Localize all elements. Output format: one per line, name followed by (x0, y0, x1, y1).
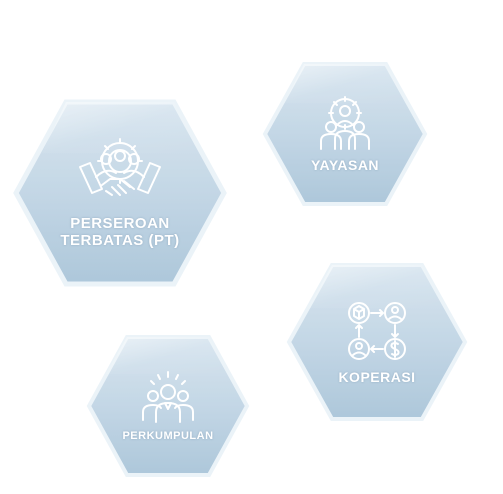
exchange-cycle-icon (345, 299, 409, 363)
label-line-2: TERBATAS (PT) (60, 232, 180, 249)
hexagon-label (60, 215, 179, 250)
gear-handshake-people-icon (76, 137, 164, 207)
hexagon-label: KOPERASI (338, 368, 416, 385)
hexagon-koperasi[interactable] (286, 262, 468, 422)
gear-people-icon (317, 95, 373, 151)
hexagon-label: YAYASAN (310, 156, 380, 173)
label-line-1: PERSEROAN (70, 214, 170, 232)
hexagon-label: PERKUMPULAN (122, 429, 214, 442)
hexagon-perkumpulan[interactable] (86, 334, 250, 478)
hexagon-yayasan[interactable] (262, 61, 428, 207)
group-people-icon (141, 370, 195, 424)
hexagon-perseroan-terbatas[interactable] (12, 98, 228, 288)
